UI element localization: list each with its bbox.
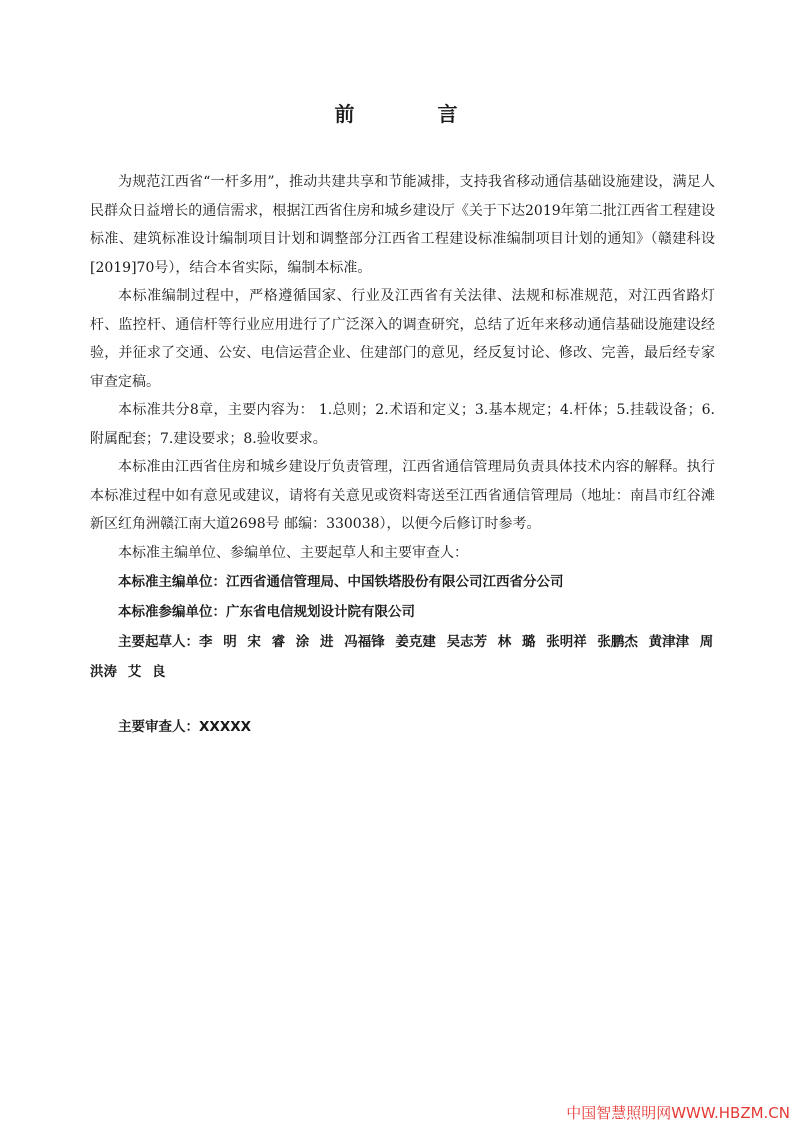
paragraph-management: 本标准由江西省住房和城乡建设厅负责管理，江西省通信管理局负责具体技术内容的解释。执行本标准过程中如有意见或建议，请将有关意见或资料寄送至江西省通信管理局（地址：南昌市红谷滩新区红角洲赣江南大道2698号 邮编：330038），以便今后修订时参考。 (90, 459, 715, 532)
foreword-body (90, 168, 715, 687)
participating-units: 本标准参编单位：广东省电信规划设计院有限公司 (118, 604, 415, 620)
main-drafters: 主要起草人：李 明 宋 睿 涂 进 冯福锋 姜克建 吴志芳 林 璐 张明祥 张鹏杰 黄津津 周洪涛 艾 良 (90, 634, 714, 680)
page-title: 前 言 (334, 102, 496, 126)
site-watermark: 中国智慧照明网WWW.HBZM.CN (566, 1104, 790, 1122)
paragraph-purpose: 为规范江西省“一杆多用”，推动共建共享和节能减排，支持我省移动通信基础设施建设，满足人民群众日益增长的通信需求，根据江西省住房和城乡建设厅《关于下达2019年第二批江西省工程建设标准、建筑标准设计编制项目计划和调整部分江西省工程建设标准编制项目计划的通知》（赣建科设[2019]70号），结合本省实际，编制本标准。 (90, 174, 715, 276)
paragraph-contents: 本标准共分8章，主要内容为： 1.总则；2.术语和定义；3.基本规定；4.杆体；5.挂载设备；6.附属配套；7.建设要求；8.验收要求。 (90, 402, 715, 447)
paragraph-units-intro: 本标准主编单位、参编单位、主要起草人和主要审查人： (118, 544, 468, 561)
chief-units: 本标准主编单位：江西省通信管理局、中国铁塔股份有限公司江西省分公司 (118, 574, 564, 590)
paragraph-process: 本标准编制过程中，严格遵循国家、行业及江西省有关法律、法规和标准规范，对江西省路灯杆、监控杆、通信杆等行业应用进行了广泛深入的调查研究，总结了近年来移动通信基础设施建设经验，并征求了交通、公安、电信运营企业、住建部门的意见，经反复讨论、修改、完善，最后经专家审查定稿。 (90, 288, 715, 390)
main-reviewers: 主要审查人：XXXXX (118, 719, 252, 735)
